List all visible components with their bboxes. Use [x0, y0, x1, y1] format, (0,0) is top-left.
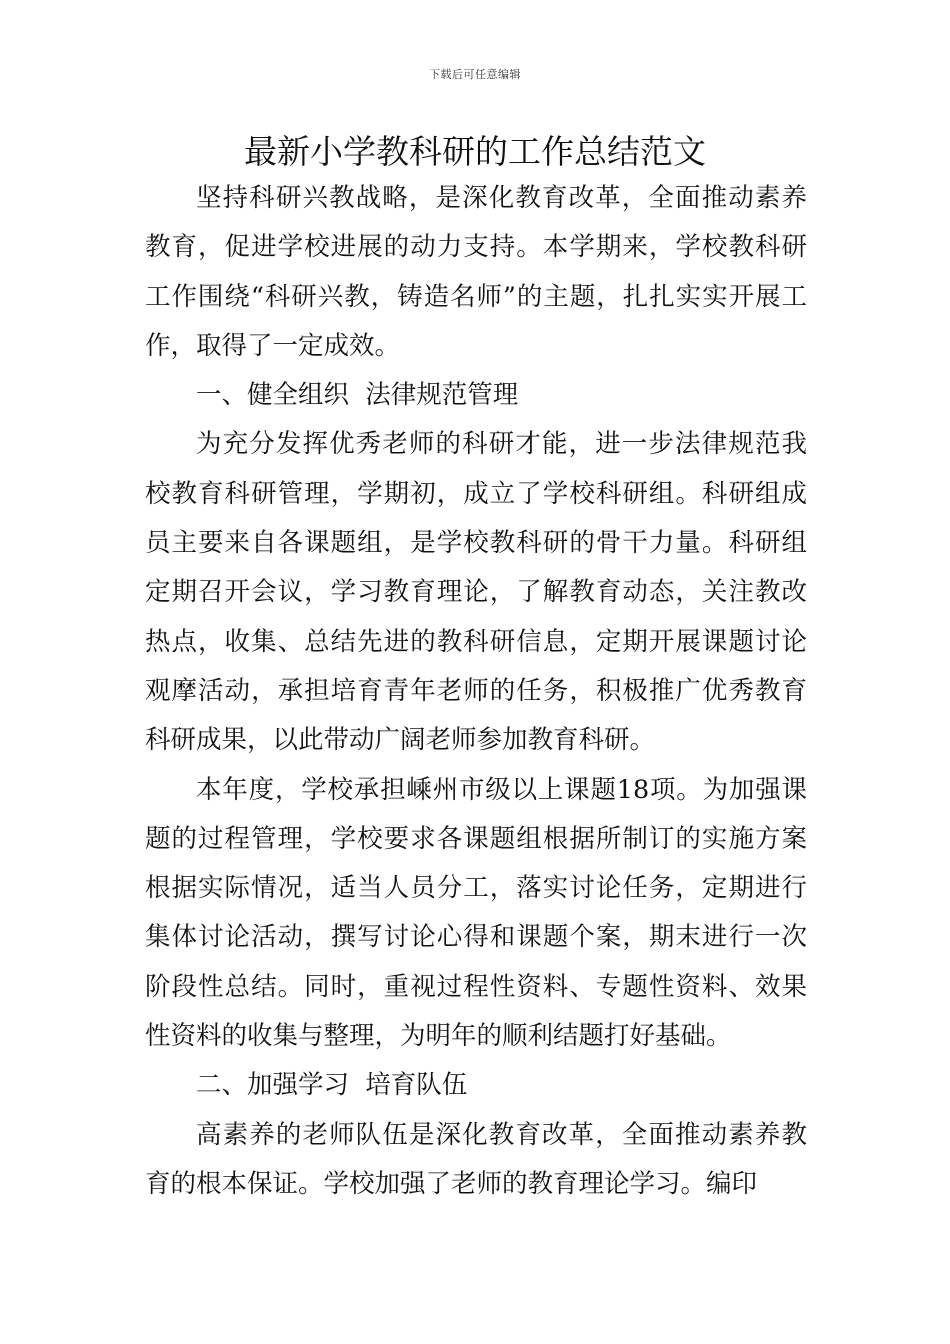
section-heading-2: 二、加强学习 培育队伍	[196, 1070, 468, 1101]
document-body	[145, 174, 807, 1209]
header-note: 下载后可任意编辑	[429, 68, 521, 81]
paragraph-organization: 为充分发挥优秀老师的科研才能，进一步法律规范我校教育科研管理，学期初，成立了学校科研组。科研组成员主要来自各课题组，是学校教科研的骨干力量。科研组定期召开会议，学习教育理论，了解教育动态，关注教改热点，收集、总结先进的教科研信息，定期开展课题讨论观摩活动，承担培育青年老师的任务，积极推广优秀教育科研成果，以此带动广阔老师参加教育科研。	[145, 429, 807, 756]
paragraph-training: 高素养的老师队伍是深化教育改革，全面推动素养教育的根本保证。学校加强了老师的教育理论学习。编印	[145, 1119, 807, 1199]
paragraph-projects: 本年度，学校承担嵊州市级以上课题18项。为加强课题的过程管理，学校要求各课题组根据所制订的实施方案根据实际情况，适当人员分工，落实讨论任务，定期进行集体讨论活动，撰写讨论心得和课题个案，期末进行一次阶段性总结。同时，重视过程性资料、专题性资料、效果性资料的收集与整理，为明年的顺利结题打好基础。	[145, 774, 807, 1052]
document-title: 最新小学教科研的工作总结范文	[244, 132, 706, 171]
paragraph-intro: 坚持科研兴教战略，是深化教育改革，全面推动素养教育，促进学校进展的动力支持。本学期来，学校教科研工作围绕“科研兴教，铸造名师”的主题，扎扎实实开展工作，取得了一定成效。	[145, 183, 807, 361]
section-heading-1: 一、健全组织 法律规范管理	[196, 380, 519, 411]
